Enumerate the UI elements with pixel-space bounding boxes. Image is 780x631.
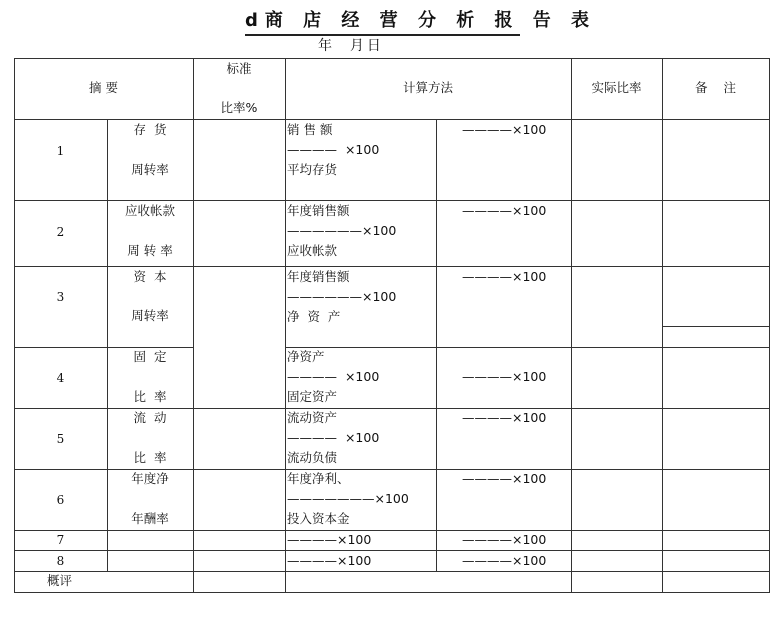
date-line: 年 月日 (318, 38, 384, 54)
header-summary: 摘 要 (89, 80, 118, 95)
row1-number: 1 (56, 144, 65, 158)
table-border-bottom (14, 592, 770, 593)
row6-formula-line: ———————×100 (287, 491, 409, 506)
row4-number: 4 (56, 371, 65, 385)
row8-alt-formula: ————×100 (462, 553, 547, 568)
row3-formula-line: ——————×100 (287, 289, 397, 304)
row3-number: 3 (56, 290, 65, 304)
row6-item-line1: 年度净 (131, 471, 169, 486)
remarks-row3-split-line (662, 326, 770, 327)
row4-formula-line: ———— ×100 (287, 369, 380, 384)
calc-inner-split-line (436, 119, 437, 571)
row6-formula-numerator: 年度净利、 (287, 471, 350, 486)
row2-formula-line: ——————×100 (287, 223, 397, 238)
row8-number: 8 (56, 554, 65, 568)
row8-formula-line: ————×100 (287, 553, 372, 568)
row2-formula-numerator: 年度销售额 (287, 203, 350, 218)
footer-overall-comment-label: 概评 (47, 573, 73, 588)
row1-formula-line: ———— ×100 (287, 142, 380, 157)
row5-alt-formula: ————×100 (462, 410, 547, 425)
row7-alt-formula: ————×100 (462, 532, 547, 547)
row1-item-line1: 存 货 (133, 122, 167, 137)
row5-number: 5 (56, 432, 65, 446)
row2-number: 2 (56, 225, 65, 239)
row2-item-line2: 周 转 率 (127, 243, 173, 258)
header-actual-ratio: 实际比率 (591, 80, 642, 95)
row7-number: 7 (56, 533, 65, 547)
row4-item-line2: 比 率 (133, 389, 167, 404)
row2-item-line1: 应收帐款 (124, 203, 175, 218)
row1-formula-denominator: 平均存货 (287, 162, 338, 177)
row2-formula-denominator: 应收帐款 (287, 243, 338, 258)
row5-formula-numerator: 流动资产 (287, 410, 338, 425)
row6-formula-denominator: 投入资本金 (287, 511, 350, 526)
row2-alt-formula: ————×100 (462, 203, 547, 218)
table-border-left (14, 58, 15, 592)
header-calc-method: 计算方法 (402, 80, 453, 95)
row6-item-line2: 年酬率 (131, 511, 169, 526)
row4-alt-formula: ————×100 (462, 369, 547, 384)
no-item-split-line (107, 119, 108, 571)
row1-item-line2: 周转率 (131, 162, 169, 177)
document-title: d商 店 经 营 分 析 报 告 表 (245, 10, 520, 36)
row4-item-line1: 固 定 (133, 349, 167, 364)
row7-bottom-line (14, 550, 770, 551)
row4-formula-denominator: 固定资产 (287, 389, 338, 404)
header-standard-ratio-line2: 比率% (220, 100, 258, 115)
row6-bottom-line (14, 530, 770, 531)
header-standard-ratio-line1: 标准 (226, 61, 252, 76)
row5-formula-denominator: 流动负债 (287, 450, 338, 465)
row6-number: 6 (56, 493, 65, 507)
row5-formula-line: ———— ×100 (287, 430, 380, 445)
table-border-top (14, 58, 770, 59)
row7-formula-line: ————×100 (287, 532, 372, 547)
calc-actual-split-line (571, 58, 572, 592)
standard-calc-split-line (285, 58, 286, 592)
header-remarks: 备 注 (695, 80, 736, 95)
row3-alt-formula: ————×100 (462, 269, 547, 284)
row3-item-line1: 资 本 (133, 269, 167, 284)
row5-item-line1: 流 动 (133, 410, 167, 425)
row5-item-line2: 比 率 (133, 450, 167, 465)
row1-alt-formula: ————×100 (462, 122, 547, 137)
row8-bottom-line (14, 571, 770, 572)
actual-remarks-split-line (662, 58, 663, 592)
row3-formula-denominator: 净 资 产 (287, 309, 341, 324)
row3-formula-numerator: 年度销售额 (287, 269, 350, 284)
row3-item-line2: 周转率 (131, 308, 169, 323)
row6-alt-formula: ————×100 (462, 471, 547, 486)
row1-formula-numerator: 销 售 额 (287, 122, 333, 137)
row4-formula-numerator: 净资产 (287, 349, 325, 364)
summary-standard-split-line (193, 58, 194, 592)
table-border-right (769, 58, 770, 592)
row3-bottom-line-right (285, 347, 770, 348)
